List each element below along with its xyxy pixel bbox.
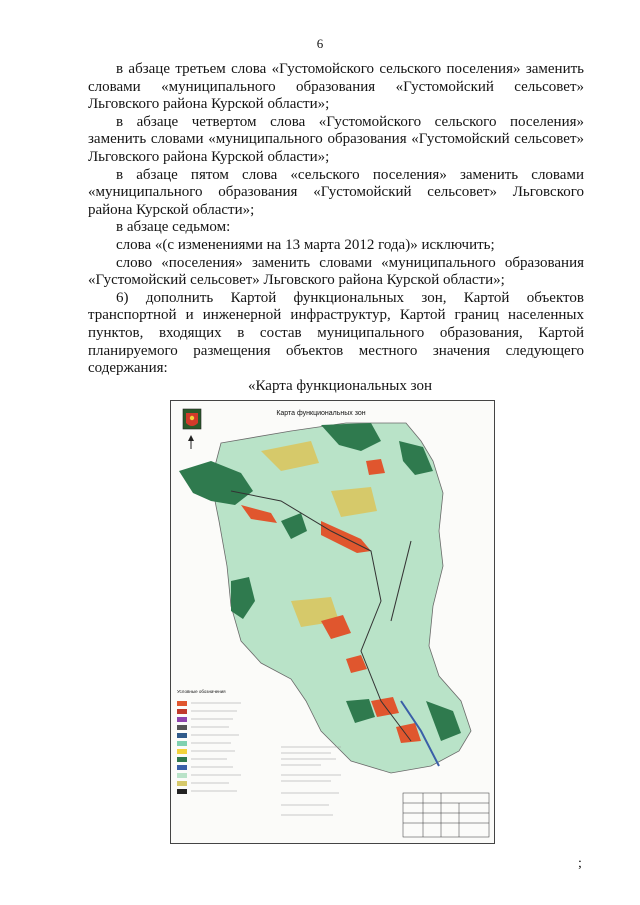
legend-label-lines [191,703,241,791]
paragraph-7: 6) дополнить Картой функциональных зон, Картой объектов транспортной и инженерной инфраструктур, Картой границ населенных пунктов, входящих в состав муниципального образования, Картой планируемого размещения объектов местного значения следующего содержания: [88,289,584,377]
trailing-semicolon: ; [578,856,582,871]
north-arrow-icon [188,435,194,449]
paragraph-6: слово «поселения» заменить словами «муниципального образования «Густомойский сельсовет» Льговского района Курской области»; [88,254,584,289]
paragraph-4: в абзаце седьмом: [116,219,231,236]
map-legend-secondary [281,747,341,815]
paragraph-5: слова «(с изменениями на 13 марта 2012 года)» исключить; [116,236,495,253]
legend-title: Условные обозначения [177,689,226,694]
paragraph-3: в абзаце пятом слова «сельского поселения» заменить словами «муниципального образования «Густомойский сельсовет» Льговского района Курской области»; [88,166,584,218]
map-title: Карта функциональных зон [276,410,366,417]
coat-of-arms-icon [183,409,201,429]
paragraph-2: в абзаце четвертом слова «Густомойского сельского поселения» заменить словами «муниципального образования «Густомойский сельсовет» Льговского района Курской области»; [88,113,584,165]
functional-zones-map [170,400,495,844]
document-body [88,61,584,378]
paragraph-1: в абзаце третьем слова «Густомойского сельского поселения» заменить словами «муниципального образования «Густомойский сельсовет» Льговского района Курской области»; [88,61,584,113]
map-caption: «Карта функциональных зон [248,378,432,394]
title-block-table [403,793,489,837]
page-number: 6 [316,36,324,51]
map-legend [177,689,241,794]
legend-swatches [177,701,187,794]
